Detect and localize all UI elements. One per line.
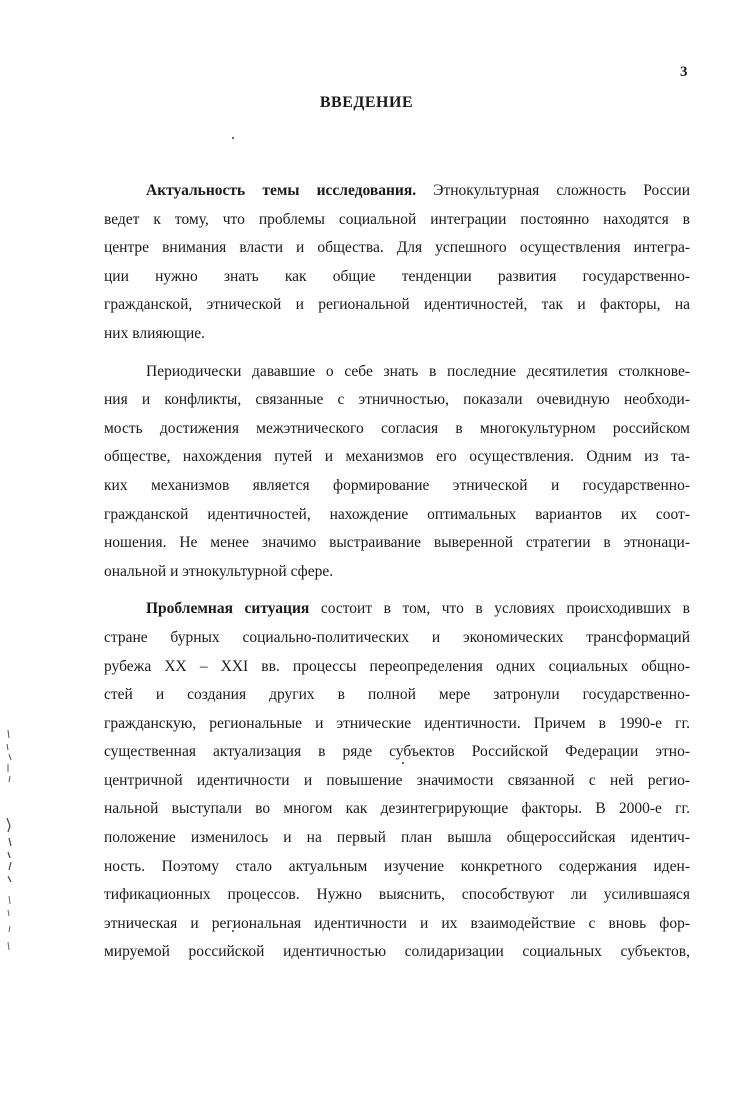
paragraph-line: центре внимания власти и общества. Для успешного осуществления интегра-	[104, 239, 690, 257]
paragraph-line: ональной и этнокультурной сфере.	[104, 562, 334, 580]
paragraph-conflicts	[104, 358, 690, 587]
page-number: 3	[680, 64, 688, 80]
paragraph-line: существенная актуализация в ряде субъектов Российской Федерации этно-	[104, 743, 690, 761]
paragraph-line: мость достижения межэтнического согласия в многокультурном российском	[104, 419, 690, 437]
paragraph-lead: Проблемная ситуация	[146, 600, 310, 618]
paragraph-line: положение изменилось и на первый план вышла общероссийская идентич-	[104, 829, 690, 847]
paragraph-problem	[104, 595, 690, 967]
paragraph-line: Периодически дававшие о себе знать в последние десятилетия столкнове-	[146, 362, 690, 380]
section-heading: ВВЕДЕНИЕ	[319, 94, 414, 111]
paragraph-line: стране бурных социально-политических и экономических трансформаций	[104, 628, 690, 646]
paragraph-gap	[104, 349, 690, 358]
paragraph-line: стей и создания других в полной мере затронули государственно-	[104, 686, 690, 704]
paragraph-line: гражданскую, региональные и этнические идентичности. Причем в 1990-е гг.	[104, 714, 690, 732]
paragraph-lead: Актуальность темы исследования.	[146, 182, 417, 199]
paragraph-line: Проблемная ситуация состоит в том, что в условиях происходивших в	[146, 600, 690, 618]
paragraph-line: обществе, нахождения путей и механизмов его осуществления. Одним из та-	[104, 448, 690, 466]
paragraph-line: ность. Поэтому стало актуальным изучение конкретного содержания иден-	[104, 857, 690, 875]
paragraph-line: мируемой российской идентичностью солидаризации социальных субъектов,	[104, 943, 690, 961]
paragraph-gap	[104, 586, 690, 595]
paragraph-line: этническая и региональная идентичности и их взаимодействие с вновь фор-	[104, 914, 690, 932]
paragraph-line: ведет к тому, что проблемы социальной интеграции постоянно находятся в	[104, 210, 690, 228]
paragraph-line: рубежа XX – XXI вв. процессы переопределения одних социальных общно-	[104, 657, 690, 675]
body-text	[104, 177, 690, 967]
paragraph-line: ких механизмов является формирование этнической и государственно-	[104, 476, 690, 494]
paragraph-line: них влияющие.	[104, 324, 206, 342]
paragraph-line: ния и конфликты, связанные с этничностью, показали очевидную необходи-	[104, 391, 690, 409]
paragraph-line: ношения. Не менее значимо выстраивание выверенной стратегии в этнонаци-	[104, 534, 690, 552]
paragraph-line: ции нужно знать как общие тенденции развития государственно-	[104, 267, 690, 285]
paragraph-line: нальной выступали во многом как дезинтегрирующие факторы. В 2000-е гг.	[104, 800, 690, 818]
scan-speck	[232, 137, 234, 139]
paragraph-line: тификационных процессов. Нужно выяснить, способствуют ли усилившаяся	[104, 886, 690, 904]
paragraph-relevance	[104, 177, 690, 349]
paragraph-line: Актуальность темы исследования. Этнокультурная сложность России	[146, 182, 690, 199]
paragraph-line: центричной идентичности и повышение значимости связанной с ней регио-	[104, 771, 690, 789]
scan-edge-artifact	[2, 720, 18, 960]
paragraph-line: гражданской, этнической и региональной идентичностей, так и факторы, на	[104, 296, 690, 314]
paragraph-line: гражданской идентичностей, нахождение оптимальных вариантов их соот-	[104, 505, 690, 523]
